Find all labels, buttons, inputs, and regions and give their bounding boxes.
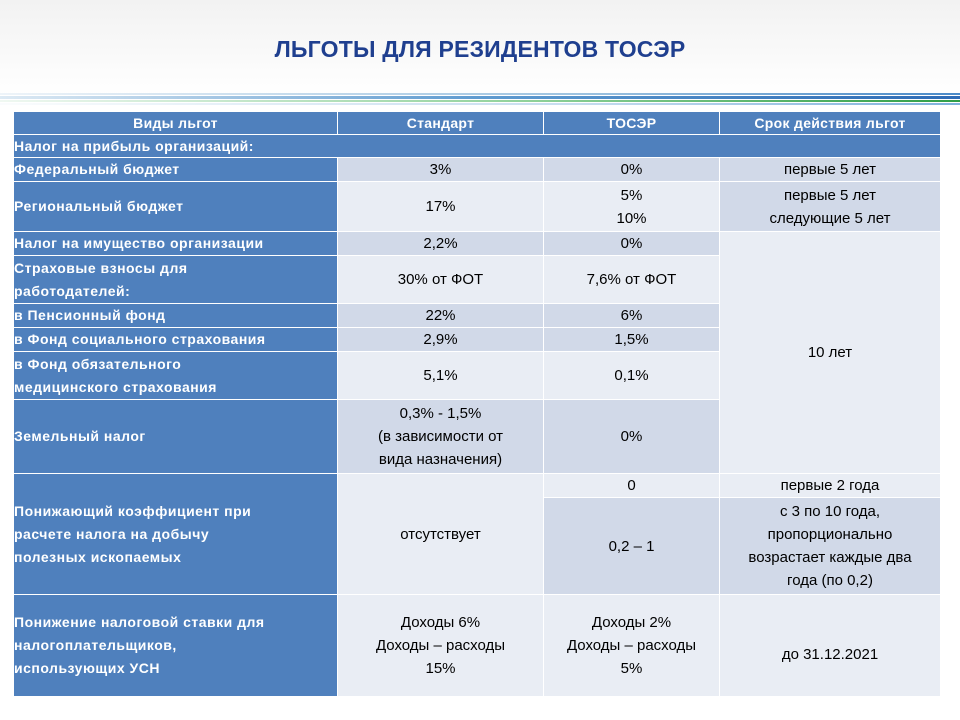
cell-standard: 22% (338, 304, 544, 328)
cell-line: Доходы 6% (400, 614, 481, 631)
row-label-property-tax: Налог на имущество организации (14, 232, 338, 256)
label-line: медицинского страхования (14, 378, 217, 395)
cell-standard: 5,1% (338, 352, 544, 400)
row-label-social: в Фонд социального страхования (14, 328, 338, 352)
row-label-land-tax: Земельный налог (14, 400, 338, 474)
cell-line: с 3 по 10 года, (779, 503, 881, 520)
cell-term-merged: 10 лет (720, 232, 941, 474)
row-label-medical (14, 352, 338, 400)
label-line: Понижающий коэффициент при (14, 502, 252, 519)
cell-standard: отсутствует (338, 474, 544, 595)
cell-line: вида назначения) (378, 451, 503, 468)
cell-tosep (544, 182, 720, 232)
cell-tosep: 0,2 – 1 (544, 498, 720, 595)
table-row (14, 232, 941, 256)
cell-term: до 31.12.2021 (720, 595, 941, 697)
cell-term: первые 2 года (720, 474, 941, 498)
cell-standard: 30% от ФОТ (338, 256, 544, 304)
cell-line: пропорционально (767, 526, 893, 543)
cell-line: Доходы – расходы (566, 637, 697, 654)
cell-line: следующие 5 лет (769, 209, 891, 227)
cell-tosep: 6% (544, 304, 720, 328)
cell-standard: 3% (338, 158, 544, 182)
row-label-federal: Федеральный бюджет (14, 158, 338, 182)
table-row (14, 474, 941, 498)
cell-standard (338, 595, 544, 697)
cell-line: 15% (425, 660, 456, 677)
label-line: полезных ископаемых (14, 548, 182, 565)
label-line: в Фонд обязательного (14, 355, 182, 372)
cell-line: 5% (620, 660, 643, 677)
page-title: ЛЬГОТЫ ДЛЯ РЕЗИДЕНТОВ ТОСЭР (274, 36, 686, 62)
cell-line: 5% (620, 186, 643, 204)
cell-tosep: 0% (544, 158, 720, 182)
header-benefit-type: Виды льгот (14, 112, 338, 135)
cell-term (720, 498, 941, 595)
table-row (14, 182, 941, 232)
cell-line: Доходы 2% (591, 614, 672, 631)
row-label-insurance (14, 256, 338, 304)
cell-tosep: 0 (544, 474, 720, 498)
cell-standard (338, 400, 544, 474)
table-header-row (14, 112, 941, 135)
cell-tosep: 1,5% (544, 328, 720, 352)
cell-line: 0,3% - 1,5% (399, 405, 482, 422)
cell-line: 10% (616, 209, 647, 227)
cell-tosep: 7,6% от ФОТ (544, 256, 720, 304)
header-term: Срок действия льгот (720, 112, 941, 135)
cell-standard: 17% (338, 182, 544, 232)
header-standard: Стандарт (338, 112, 544, 135)
label-line: расчете налога на добычу (14, 525, 210, 542)
cell-standard: 2,2% (338, 232, 544, 256)
cell-tosep: 0% (544, 232, 720, 256)
benefits-table (13, 111, 941, 697)
row-label-mining (14, 474, 338, 595)
label-line: использующих УСН (14, 660, 160, 676)
label-line: налогоплательщиков, (14, 637, 177, 653)
cell-tosep: 0,1% (544, 352, 720, 400)
cell-line: возрастает каждые два (748, 549, 912, 566)
section-profit-tax: Налог на прибыль организаций: (14, 135, 941, 158)
label-line: работодателей: (14, 282, 131, 299)
label-line: Понижение налоговой ставки для (14, 614, 265, 630)
header-tosep: ТОСЭР (544, 112, 720, 135)
cell-line: первые 5 лет (783, 186, 877, 204)
cell-tosep: 0% (544, 400, 720, 474)
cell-line: Доходы – расходы (375, 637, 506, 654)
table-row (14, 595, 941, 697)
cell-term: первые 5 лет (720, 158, 941, 182)
cell-line: (в зависимости от (377, 428, 504, 445)
label-line: Страховые взносы для (14, 259, 188, 276)
row-label-usn (14, 595, 338, 697)
row-label-pension: в Пенсионный фонд (14, 304, 338, 328)
cell-tosep (544, 595, 720, 697)
cell-standard: 2,9% (338, 328, 544, 352)
decorative-stripes (0, 93, 960, 107)
table-row (14, 135, 941, 158)
row-label-regional: Региональный бюджет (14, 182, 338, 232)
cell-line: года (по 0,2) (787, 572, 873, 589)
table-row (14, 158, 941, 182)
cell-term (720, 182, 941, 232)
